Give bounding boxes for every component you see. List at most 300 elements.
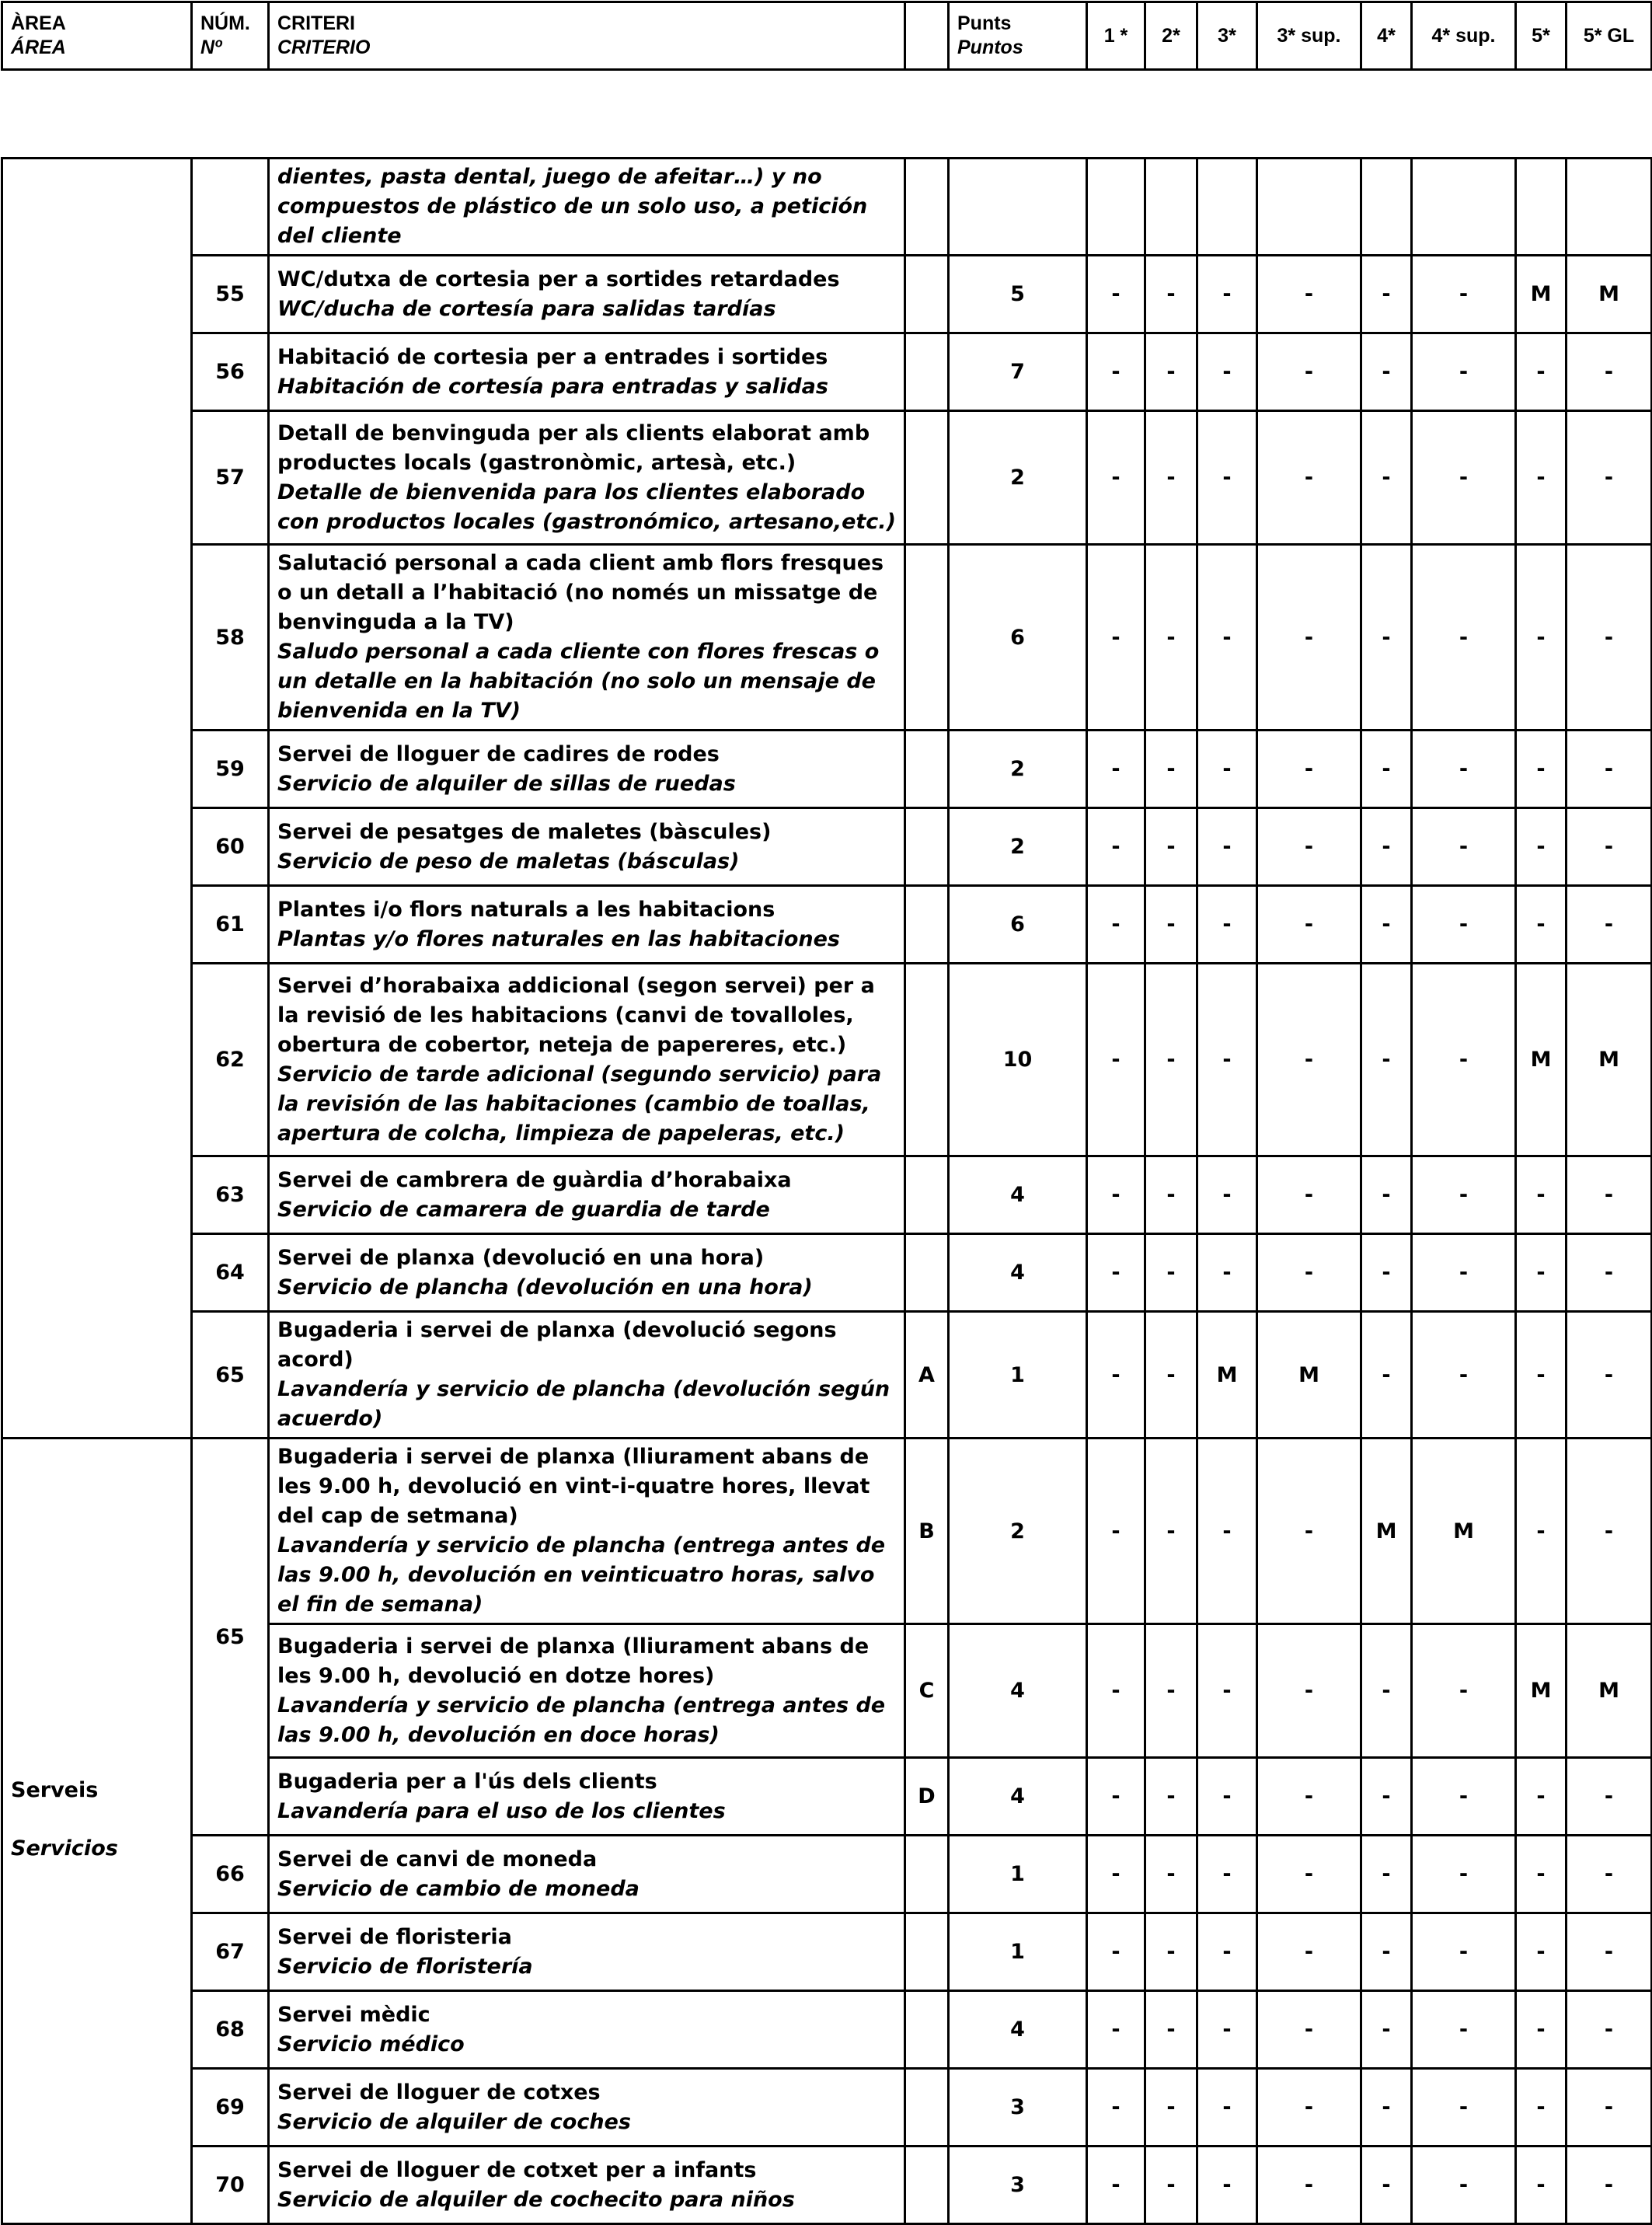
level-cell: - (1257, 1234, 1361, 1312)
criterion-points: 4 (949, 1624, 1087, 1758)
header-level: 4* (1361, 2, 1412, 70)
level-cell: - (1087, 731, 1145, 808)
table-row (2, 1439, 1652, 1624)
criterion-es: Saludo personal a cada cliente con flores frescas o un detalle en la habitación (no solo un mensaje de bienvenida en la TV) (277, 640, 880, 723)
table-row (2, 2069, 1652, 2147)
criterion-ca: Bugaderia i servei de planxa (lliurament abans de les 9.00 h, devolució en vint-i-quatre hores, llevat del cap de setmana) (277, 1445, 870, 1528)
criterion-text (269, 159, 905, 256)
level-cell: - (1361, 964, 1412, 1156)
level-cell: - (1087, 333, 1145, 411)
level-cell (1087, 159, 1145, 256)
level-cell: - (1361, 1624, 1412, 1758)
table-row (2, 1234, 1652, 1312)
level-cell: - (1412, 731, 1516, 808)
criterion-ca: Servei de floristeria (277, 1924, 512, 1949)
criterion-text (269, 2069, 905, 2147)
level-cell: - (1361, 1234, 1412, 1312)
criterion-ca: Plantes i/o flors naturals a les habitacions (277, 897, 775, 922)
criterion-es: Servicio de alquiler de sillas de ruedas (277, 771, 736, 796)
level-cell: - (1257, 1624, 1361, 1758)
table-row (2, 333, 1652, 411)
criterion-ca: Servei de cambrera de guàrdia d’horabaixa (277, 1167, 792, 1192)
level-cell: - (1145, 1836, 1197, 1913)
criterion-es: Lavandería y servicio de plancha (devolución según acuerdo) (277, 1377, 890, 1431)
level-cell (1257, 159, 1361, 256)
level-cell: - (1516, 1156, 1567, 1234)
table-row (2, 731, 1652, 808)
criterion-points: 1 (949, 1913, 1087, 1991)
level-cell: - (1087, 2069, 1145, 2147)
level-cell (1197, 159, 1257, 256)
criterion-text (269, 1758, 905, 1836)
level-cell: - (1361, 1758, 1412, 1836)
level-cell: - (1567, 545, 1652, 731)
level-cell: - (1567, 1913, 1652, 1991)
level-cell: M (1516, 964, 1567, 1156)
level-cell: - (1087, 1991, 1145, 2069)
level-cell: - (1516, 1991, 1567, 2069)
level-cell: - (1257, 2147, 1361, 2224)
criterion-es: Servicio de plancha (devolución en una hora) (277, 1275, 813, 1299)
header-level: 3* (1197, 2, 1257, 70)
header-num-es: Nº (200, 37, 222, 58)
criterion-number: 64 (192, 1234, 269, 1312)
table-row (2, 1836, 1652, 1913)
level-cell: M (1516, 1624, 1567, 1758)
level-cell: - (1412, 1991, 1516, 2069)
level-cell: - (1257, 731, 1361, 808)
level-cell: - (1361, 886, 1412, 964)
level-cell: - (1257, 1991, 1361, 2069)
criterion-text (269, 731, 905, 808)
criterion-letter: D (905, 1758, 949, 1836)
criterion-ca: Servei de lloguer de cotxes (277, 2080, 601, 2105)
level-cell: - (1361, 256, 1412, 333)
level-cell: - (1087, 1439, 1145, 1624)
criterion-ca: Servei de lloguer de cotxet per a infants (277, 2157, 757, 2182)
level-cell: - (1197, 2069, 1257, 2147)
level-cell: - (1257, 1439, 1361, 1624)
header-level: 4* sup. (1412, 2, 1516, 70)
criterion-text (269, 1836, 905, 1913)
level-cell: - (1257, 964, 1361, 1156)
header-level: 5* GL (1567, 2, 1652, 70)
level-cell: - (1257, 1758, 1361, 1836)
criterion-points: 4 (949, 1991, 1087, 2069)
criterion-ca: Servei de lloguer de cadires de rodes (277, 741, 720, 766)
table-row (2, 886, 1652, 964)
criterion-points: 10 (949, 964, 1087, 1156)
area-cell (2, 1439, 192, 2224)
level-cell: - (1197, 1156, 1257, 1234)
level-cell: - (1197, 545, 1257, 731)
criterion-points: 3 (949, 2069, 1087, 2147)
header-level: 1 * (1087, 2, 1145, 70)
level-cell: - (1197, 1836, 1257, 1913)
criterion-ca: Servei d’horabaixa addicional (segon servei) per a la revisió de les habitacions (canvi de tovalloles, obertura de cobertor, neteja de papereres, etc.) (277, 973, 875, 1057)
criterion-letter (905, 1156, 949, 1234)
level-cell: - (1145, 1758, 1197, 1836)
header-criteria (269, 2, 905, 70)
table-row (2, 1156, 1652, 1234)
header-area (2, 2, 192, 70)
level-cell: - (1516, 411, 1567, 545)
level-cell: - (1145, 333, 1197, 411)
criterion-letter (905, 256, 949, 333)
level-cell: - (1087, 545, 1145, 731)
level-cell: - (1412, 808, 1516, 886)
criterion-points: 3 (949, 2147, 1087, 2224)
level-cell: - (1412, 333, 1516, 411)
criterion-number: 57 (192, 411, 269, 545)
header-level: 3* sup. (1257, 2, 1361, 70)
table-row (2, 159, 1652, 256)
level-cell: - (1516, 2147, 1567, 2224)
header-table (1, 1, 1652, 71)
criterion-text (269, 1624, 905, 1758)
criterion-ca: Salutació personal a cada client amb flors fresques o un detall a l’habitació (no només un missatge de benvinguda a la TV) (277, 551, 884, 634)
level-cell: - (1145, 731, 1197, 808)
level-cell: - (1412, 1312, 1516, 1439)
criterion-letter (905, 1913, 949, 1991)
level-cell (1516, 159, 1567, 256)
level-cell: - (1412, 1758, 1516, 1836)
criterion-es: Habitación de cortesía para entradas y salidas (277, 374, 828, 399)
header-area-ca: ÀREA (11, 12, 66, 34)
header-criteria-ca: CRITERI (277, 12, 355, 34)
level-cell: - (1197, 886, 1257, 964)
level-cell: - (1145, 545, 1197, 731)
header-level: 2* (1145, 2, 1197, 70)
criterion-es: WC/ducha de cortesía para salidas tardías (277, 296, 776, 321)
level-cell: M (1412, 1439, 1516, 1624)
level-cell: - (1145, 411, 1197, 545)
table-row (2, 2147, 1652, 2224)
criterion-text (269, 1913, 905, 1991)
criterion-number: 67 (192, 1913, 269, 1991)
level-cell: M (1567, 1624, 1652, 1758)
header-num (192, 2, 269, 70)
level-cell: - (1197, 256, 1257, 333)
level-cell: - (1145, 1991, 1197, 2069)
criterion-points: 7 (949, 333, 1087, 411)
level-cell: M (1567, 256, 1652, 333)
level-cell: - (1257, 2069, 1361, 2147)
criterion-es: Servicio de camarera de guardia de tarde (277, 1197, 770, 1222)
level-cell: - (1361, 411, 1412, 545)
criterion-es: Lavandería para el uso de los clientes (277, 1798, 726, 1823)
level-cell: - (1087, 1758, 1145, 1836)
criterion-letter (905, 808, 949, 886)
criterion-es: Servicio de alquiler de cochecito para niños (277, 2187, 795, 2212)
level-cell: - (1567, 2069, 1652, 2147)
criterion-points: 5 (949, 256, 1087, 333)
criterion-letter (905, 411, 949, 545)
table-row (2, 1312, 1652, 1439)
table-row (2, 1913, 1652, 1991)
level-cell (1361, 159, 1412, 256)
level-cell: - (1145, 886, 1197, 964)
header-points-es: Puntos (957, 37, 1023, 58)
level-cell: M (1361, 1439, 1412, 1624)
level-cell: - (1516, 1758, 1567, 1836)
level-cell: - (1412, 1624, 1516, 1758)
criterion-letter (905, 2069, 949, 2147)
criterion-text (269, 2147, 905, 2224)
criterion-letter (905, 333, 949, 411)
level-cell: - (1087, 1312, 1145, 1439)
level-cell: - (1412, 964, 1516, 1156)
criterion-number: 59 (192, 731, 269, 808)
level-cell: - (1087, 256, 1145, 333)
level-cell: - (1567, 2147, 1652, 2224)
criterion-es: Detalle de bienvenida para los clientes elaborado con productos locales (gastronómico, artesano,etc.) (277, 480, 896, 534)
level-cell: M (1516, 256, 1567, 333)
level-cell: - (1257, 1836, 1361, 1913)
header-area-es: ÁREA (11, 37, 66, 58)
header-criteria-es: CRITERIO (277, 37, 371, 58)
level-cell: - (1087, 1836, 1145, 1913)
criterion-points: 2 (949, 1439, 1087, 1624)
level-cell: - (1412, 545, 1516, 731)
level-cell: - (1257, 411, 1361, 545)
criterion-points: 1 (949, 1836, 1087, 1913)
criterion-text (269, 545, 905, 731)
criterion-points: 4 (949, 1234, 1087, 1312)
criterion-points: 2 (949, 731, 1087, 808)
level-cell: - (1567, 731, 1652, 808)
level-cell: - (1087, 1234, 1145, 1312)
level-cell: - (1361, 545, 1412, 731)
criterion-points (949, 159, 1087, 256)
criterion-es: Servicio de tarde adicional (segundo servicio) para la revisión de las habitaciones (cambio de toallas, apertura de colcha, limpieza de papeleras, etc.) (277, 1062, 882, 1146)
criterion-letter (905, 731, 949, 808)
criterion-es: Servicio médico (277, 2031, 465, 2056)
criterion-ca: Bugaderia per a l'ús dels clients (277, 1769, 657, 1794)
level-cell: - (1516, 333, 1567, 411)
level-cell: - (1567, 1758, 1652, 1836)
level-cell: - (1087, 964, 1145, 1156)
criterion-number (192, 159, 269, 256)
criterion-number: 55 (192, 256, 269, 333)
criterion-ca: Detall de benvinguda per als clients elaborat amb productes locals (gastronòmic, artesà, etc.) (277, 420, 870, 475)
level-cell: - (1412, 2147, 1516, 2224)
criterion-text (269, 1234, 905, 1312)
level-cell: M (1567, 964, 1652, 1156)
table-row (2, 808, 1652, 886)
criterion-number: 60 (192, 808, 269, 886)
level-cell: - (1087, 886, 1145, 964)
level-cell: - (1145, 1234, 1197, 1312)
level-cell: - (1361, 1913, 1412, 1991)
level-cell: - (1516, 886, 1567, 964)
level-cell: - (1516, 731, 1567, 808)
level-cell: - (1361, 333, 1412, 411)
level-cell: - (1361, 1991, 1412, 2069)
criterion-points: 6 (949, 886, 1087, 964)
criterion-number: 62 (192, 964, 269, 1156)
criterion-number: 70 (192, 2147, 269, 2224)
level-cell: - (1412, 1836, 1516, 1913)
criterion-number: 61 (192, 886, 269, 964)
level-cell: - (1145, 808, 1197, 886)
criterion-letter: B (905, 1439, 949, 1624)
criterion-es: Servicio de cambio de moneda (277, 1876, 640, 1901)
level-cell: - (1145, 256, 1197, 333)
level-cell: - (1087, 1624, 1145, 1758)
level-cell: - (1412, 1913, 1516, 1991)
level-cell: - (1516, 2069, 1567, 2147)
level-cell: - (1257, 545, 1361, 731)
header-level: 5* (1516, 2, 1567, 70)
criterion-es: Servicio de floristería (277, 1954, 533, 1979)
criterion-text (269, 1439, 905, 1624)
level-cell: - (1567, 1991, 1652, 2069)
criterion-number: 58 (192, 545, 269, 731)
criterion-number: 65 (192, 1439, 269, 1836)
criterion-text (269, 1156, 905, 1234)
level-cell: - (1087, 808, 1145, 886)
table-row (2, 411, 1652, 545)
level-cell: - (1257, 808, 1361, 886)
criteria-table (1, 157, 1652, 2225)
criterion-text (269, 964, 905, 1156)
area-label-es: Servicios (11, 1836, 118, 1861)
criterion-letter (905, 964, 949, 1156)
criterion-points: 2 (949, 411, 1087, 545)
level-cell: - (1567, 1836, 1652, 1913)
level-cell: - (1257, 1156, 1361, 1234)
level-cell: - (1257, 333, 1361, 411)
criterion-letter: C (905, 1624, 949, 1758)
level-cell: - (1567, 808, 1652, 886)
criterion-letter (905, 2147, 949, 2224)
level-cell: - (1087, 2147, 1145, 2224)
criterion-points: 4 (949, 1758, 1087, 1836)
level-cell: - (1567, 1312, 1652, 1439)
criterion-ca: Bugaderia i servei de planxa (lliurament abans de les 9.00 h, devolució en dotze hores) (277, 1634, 870, 1688)
level-cell: - (1567, 886, 1652, 964)
criterion-ca: Habitació de cortesia per a entrades i sortides (277, 344, 828, 369)
table-row (2, 256, 1652, 333)
criterion-text (269, 886, 905, 964)
criterion-points: 6 (949, 545, 1087, 731)
criterion-es: Lavandería y servicio de plancha (entrega antes de las 9.00 h, devolución en veinticuatro horas, salvo el fin de semana) (277, 1533, 886, 1616)
level-cell: - (1197, 333, 1257, 411)
criterion-letter: A (905, 1312, 949, 1439)
level-cell: - (1197, 1758, 1257, 1836)
criterion-es: dientes, pasta dental, juego de afeitar…) y no compuestos de plástico de un solo uso, a petición del cliente (277, 165, 868, 248)
level-cell: M (1257, 1312, 1361, 1439)
level-cell: - (1412, 1156, 1516, 1234)
level-cell (1145, 159, 1197, 256)
level-cell: - (1145, 1624, 1197, 1758)
criterion-es: Servicio de alquiler de coches (277, 2109, 631, 2134)
level-cell: - (1197, 964, 1257, 1156)
level-cell: - (1257, 256, 1361, 333)
criterion-letter (905, 159, 949, 256)
level-cell: - (1567, 411, 1652, 545)
level-cell: - (1145, 964, 1197, 1156)
level-cell: - (1516, 545, 1567, 731)
level-cell: - (1567, 333, 1652, 411)
level-cell: - (1361, 1836, 1412, 1913)
level-cell: - (1516, 1312, 1567, 1439)
criterion-ca: Servei de canvi de moneda (277, 1847, 598, 1871)
criterion-text (269, 808, 905, 886)
criterion-ca: Servei mèdic (277, 2002, 430, 2027)
criterion-ca: Servei de planxa (devolució en una hora) (277, 1245, 765, 1270)
level-cell: - (1197, 2147, 1257, 2224)
criterion-points: 4 (949, 1156, 1087, 1234)
area-cell-continued (2, 159, 192, 1439)
criterion-number: 65 (192, 1312, 269, 1439)
level-cell: - (1567, 1156, 1652, 1234)
level-cell (1412, 159, 1516, 256)
level-cell: - (1145, 1913, 1197, 1991)
level-cell: - (1516, 1439, 1567, 1624)
level-cell: - (1361, 2069, 1412, 2147)
area-label-ca: Serveis (11, 1778, 99, 1802)
criterion-ca: WC/dutxa de cortesia per a sortides retardades (277, 267, 840, 291)
level-cell: - (1197, 1913, 1257, 1991)
level-cell: - (1257, 886, 1361, 964)
level-cell: - (1257, 1913, 1361, 1991)
level-cell: - (1516, 1836, 1567, 1913)
criterion-text (269, 1991, 905, 2069)
level-cell: - (1361, 808, 1412, 886)
level-cell: - (1412, 1234, 1516, 1312)
level-cell: - (1145, 2147, 1197, 2224)
criterion-number: 69 (192, 2069, 269, 2147)
header-points-ca: Punts (957, 12, 1012, 34)
header-letter-col (905, 2, 949, 70)
level-cell: - (1197, 1991, 1257, 2069)
level-cell: - (1145, 1312, 1197, 1439)
criterion-number: 66 (192, 1836, 269, 1913)
level-cell: - (1361, 1156, 1412, 1234)
criterion-text (269, 256, 905, 333)
table-row (2, 545, 1652, 731)
criterion-points: 1 (949, 1312, 1087, 1439)
criterion-number: 56 (192, 333, 269, 411)
table-row (2, 1991, 1652, 2069)
criterion-es: Servicio de peso de maletas (básculas) (277, 849, 740, 874)
level-cell: - (1567, 1234, 1652, 1312)
level-cell: - (1145, 1156, 1197, 1234)
level-cell: - (1087, 411, 1145, 545)
level-cell: - (1412, 411, 1516, 545)
level-cell: - (1412, 886, 1516, 964)
level-cell: - (1145, 1439, 1197, 1624)
level-cell: - (1361, 2147, 1412, 2224)
level-cell: - (1567, 1439, 1652, 1624)
criterion-letter (905, 886, 949, 964)
level-cell: - (1197, 731, 1257, 808)
level-cell: - (1197, 808, 1257, 886)
level-cell: - (1087, 1913, 1145, 1991)
criterion-letter (905, 1234, 949, 1312)
criterion-ca: Bugaderia i servei de planxa (devolució segons acord) (277, 1318, 837, 1372)
criterion-letter (905, 1836, 949, 1913)
criterion-text (269, 1312, 905, 1439)
criterion-letter (905, 1991, 949, 2069)
criterion-letter (905, 545, 949, 731)
level-cell: - (1516, 1913, 1567, 1991)
criterion-es: Plantas y/o flores naturales en las habitaciones (277, 926, 840, 951)
level-cell: - (1197, 1439, 1257, 1624)
criterion-number: 63 (192, 1156, 269, 1234)
